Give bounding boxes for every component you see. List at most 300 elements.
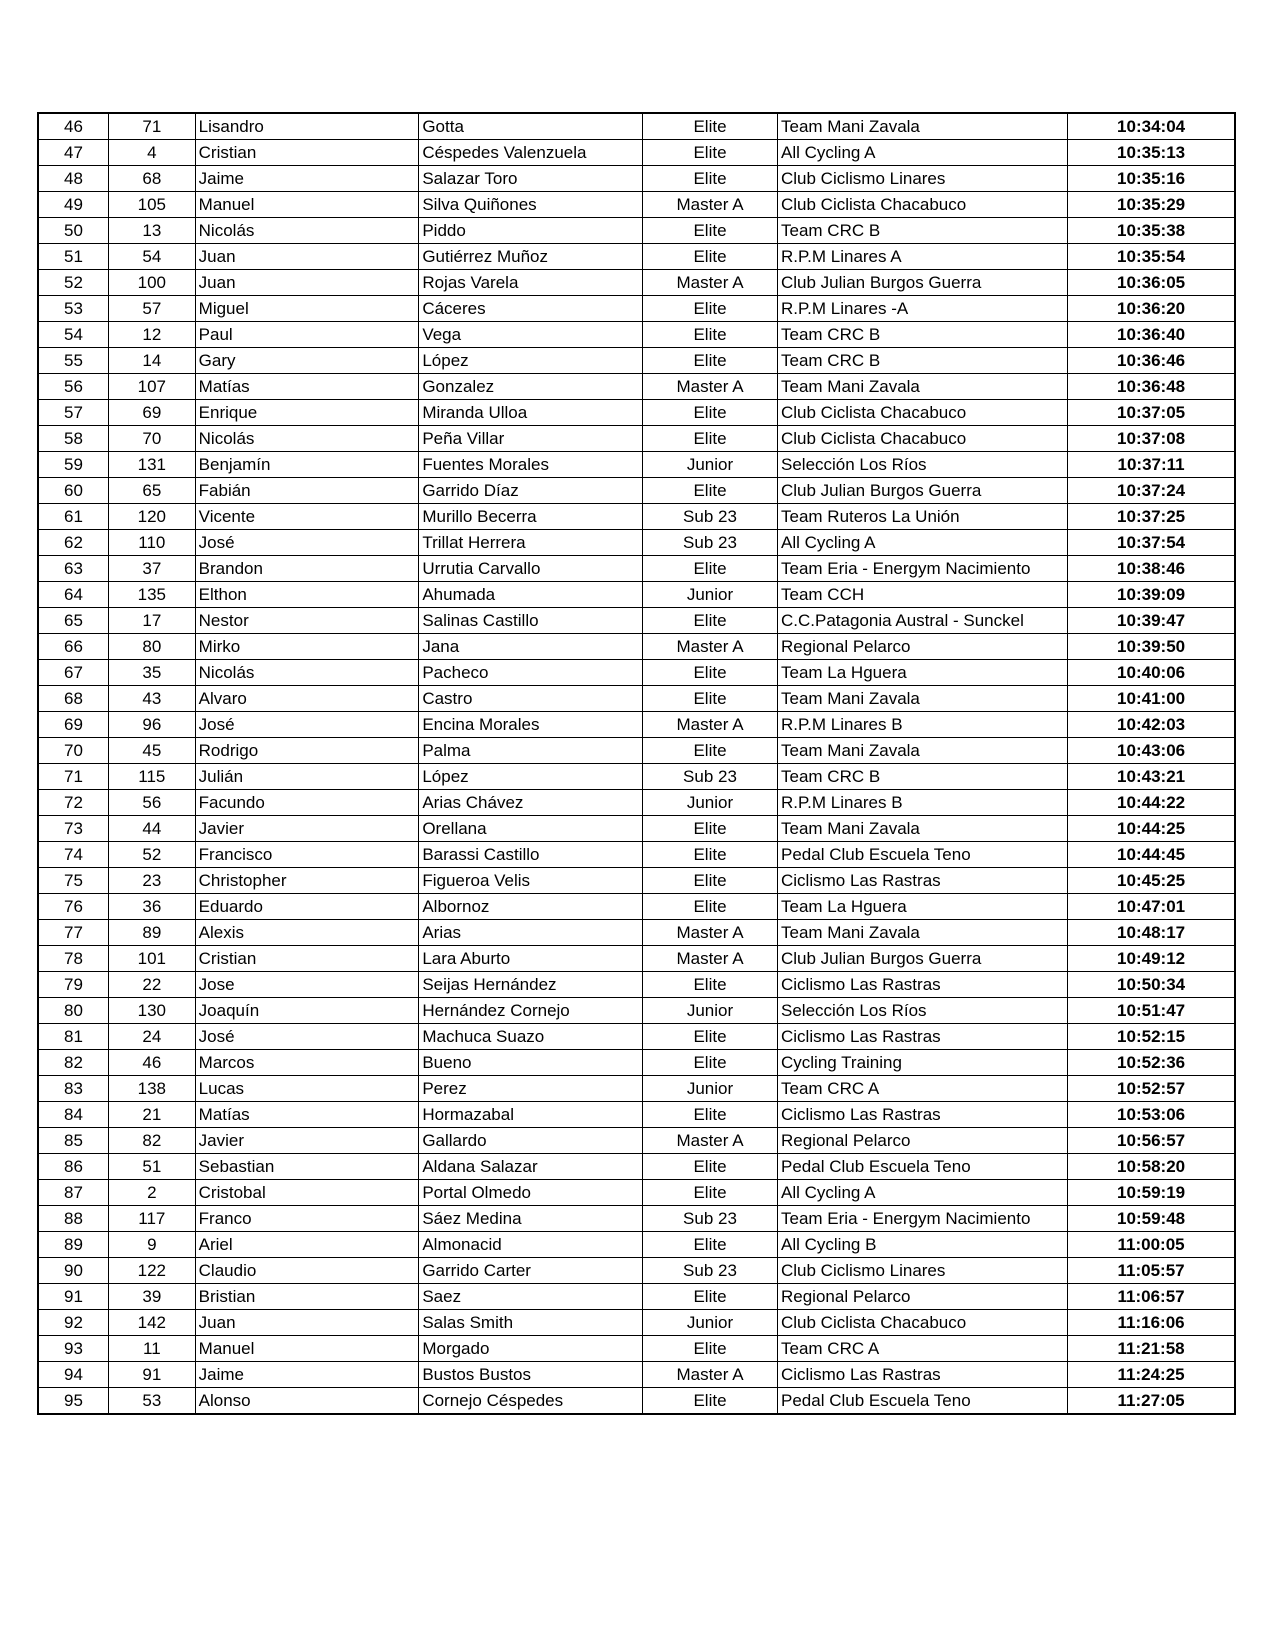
category-cell: Elite (643, 1232, 778, 1258)
last-name-cell: Encina Morales (419, 712, 643, 738)
first-name-cell: Lucas (195, 1076, 419, 1102)
first-name-cell: Ariel (195, 1232, 419, 1258)
last-name-cell: Miranda Ulloa (419, 400, 643, 426)
category-cell: Elite (643, 348, 778, 374)
table-row (38, 1362, 1235, 1388)
last-name-cell: Hormazabal (419, 1102, 643, 1128)
table-row (38, 1076, 1235, 1102)
team-cell: Club Julian Burgos Guerra (778, 270, 1068, 296)
category-cell: Elite (643, 1284, 778, 1310)
position-cell: 63 (38, 556, 109, 582)
category-cell: Elite (643, 894, 778, 920)
category-cell: Elite (643, 140, 778, 166)
category-cell: Elite (643, 556, 778, 582)
team-cell: Team La Hguera (778, 894, 1068, 920)
bib-number-cell: 100 (109, 270, 196, 296)
category-cell: Elite (643, 608, 778, 634)
category-cell: Sub 23 (643, 1206, 778, 1232)
table-row (38, 1336, 1235, 1362)
last-name-cell: Gutiérrez Muñoz (419, 244, 643, 270)
bib-number-cell: 65 (109, 478, 196, 504)
time-cell: 10:35:13 (1068, 140, 1235, 166)
team-cell: Ciclismo Las Rastras (778, 1024, 1068, 1050)
bib-number-cell: 52 (109, 842, 196, 868)
bib-number-cell: 122 (109, 1258, 196, 1284)
team-cell: Club Ciclismo Linares (778, 166, 1068, 192)
table-row (38, 244, 1235, 270)
bib-number-cell: 46 (109, 1050, 196, 1076)
table-row (38, 1310, 1235, 1336)
position-cell: 86 (38, 1154, 109, 1180)
time-cell: 11:16:06 (1068, 1310, 1235, 1336)
first-name-cell: José (195, 530, 419, 556)
time-cell: 10:36:05 (1068, 270, 1235, 296)
position-cell: 76 (38, 894, 109, 920)
bib-number-cell: 131 (109, 452, 196, 478)
first-name-cell: Joaquín (195, 998, 419, 1024)
first-name-cell: Rodrigo (195, 738, 419, 764)
category-cell: Elite (643, 400, 778, 426)
table-row (38, 712, 1235, 738)
time-cell: 10:36:48 (1068, 374, 1235, 400)
table-row (38, 113, 1235, 140)
category-cell: Elite (643, 244, 778, 270)
first-name-cell: Enrique (195, 400, 419, 426)
last-name-cell: Vega (419, 322, 643, 348)
bib-number-cell: 142 (109, 1310, 196, 1336)
table-row (38, 1258, 1235, 1284)
last-name-cell: Piddo (419, 218, 643, 244)
bib-number-cell: 17 (109, 608, 196, 634)
time-cell: 10:52:15 (1068, 1024, 1235, 1050)
position-cell: 52 (38, 270, 109, 296)
time-cell: 10:44:25 (1068, 816, 1235, 842)
team-cell: R.P.M Linares B (778, 790, 1068, 816)
category-cell: Elite (643, 842, 778, 868)
time-cell: 10:48:17 (1068, 920, 1235, 946)
category-cell: Master A (643, 712, 778, 738)
last-name-cell: Saez (419, 1284, 643, 1310)
category-cell: Elite (643, 1336, 778, 1362)
category-cell: Master A (643, 374, 778, 400)
category-cell: Elite (643, 1154, 778, 1180)
position-cell: 84 (38, 1102, 109, 1128)
time-cell: 10:35:38 (1068, 218, 1235, 244)
category-cell: Sub 23 (643, 530, 778, 556)
position-cell: 90 (38, 1258, 109, 1284)
time-cell: 10:38:46 (1068, 556, 1235, 582)
bib-number-cell: 9 (109, 1232, 196, 1258)
table-row (38, 738, 1235, 764)
position-cell: 49 (38, 192, 109, 218)
table-row (38, 894, 1235, 920)
category-cell: Elite (643, 296, 778, 322)
first-name-cell: Julián (195, 764, 419, 790)
first-name-cell: Nicolás (195, 426, 419, 452)
position-cell: 54 (38, 322, 109, 348)
category-cell: Elite (643, 738, 778, 764)
team-cell: Club Ciclismo Linares (778, 1258, 1068, 1284)
last-name-cell: Palma (419, 738, 643, 764)
position-cell: 79 (38, 972, 109, 998)
first-name-cell: Gary (195, 348, 419, 374)
table-row (38, 1388, 1235, 1415)
table-row (38, 166, 1235, 192)
first-name-cell: Cristobal (195, 1180, 419, 1206)
first-name-cell: Jaime (195, 1362, 419, 1388)
position-cell: 81 (38, 1024, 109, 1050)
category-cell: Elite (643, 113, 778, 140)
position-cell: 51 (38, 244, 109, 270)
team-cell: C.C.Patagonia Austral - Sunckel (778, 608, 1068, 634)
category-cell: Junior (643, 790, 778, 816)
team-cell: Team Mani Zavala (778, 113, 1068, 140)
table-row (38, 1180, 1235, 1206)
bib-number-cell: 135 (109, 582, 196, 608)
first-name-cell: Juan (195, 1310, 419, 1336)
category-cell: Elite (643, 686, 778, 712)
first-name-cell: José (195, 1024, 419, 1050)
position-cell: 67 (38, 660, 109, 686)
team-cell: Team CRC A (778, 1336, 1068, 1362)
category-cell: Master A (643, 1128, 778, 1154)
time-cell: 11:24:25 (1068, 1362, 1235, 1388)
category-cell: Junior (643, 1310, 778, 1336)
results-body (38, 113, 1235, 1414)
time-cell: 10:43:06 (1068, 738, 1235, 764)
bib-number-cell: 45 (109, 738, 196, 764)
bib-number-cell: 105 (109, 192, 196, 218)
bib-number-cell: 56 (109, 790, 196, 816)
time-cell: 10:41:00 (1068, 686, 1235, 712)
last-name-cell: Arias Chávez (419, 790, 643, 816)
bib-number-cell: 22 (109, 972, 196, 998)
first-name-cell: Elthon (195, 582, 419, 608)
bib-number-cell: 35 (109, 660, 196, 686)
last-name-cell: Gonzalez (419, 374, 643, 400)
first-name-cell: Bristian (195, 1284, 419, 1310)
last-name-cell: Cáceres (419, 296, 643, 322)
team-cell: Team CRC A (778, 1076, 1068, 1102)
position-cell: 73 (38, 816, 109, 842)
first-name-cell: Fabián (195, 478, 419, 504)
position-cell: 50 (38, 218, 109, 244)
first-name-cell: Lisandro (195, 113, 419, 140)
position-cell: 62 (38, 530, 109, 556)
time-cell: 11:21:58 (1068, 1336, 1235, 1362)
last-name-cell: Lara Aburto (419, 946, 643, 972)
time-cell: 10:35:29 (1068, 192, 1235, 218)
team-cell: Pedal Club Escuela Teno (778, 842, 1068, 868)
team-cell: Team Mani Zavala (778, 920, 1068, 946)
position-cell: 77 (38, 920, 109, 946)
bib-number-cell: 37 (109, 556, 196, 582)
table-row (38, 452, 1235, 478)
category-cell: Master A (643, 1362, 778, 1388)
team-cell: Ciclismo Las Rastras (778, 972, 1068, 998)
first-name-cell: Matías (195, 1102, 419, 1128)
position-cell: 93 (38, 1336, 109, 1362)
team-cell: Club Ciclista Chacabuco (778, 426, 1068, 452)
category-cell: Sub 23 (643, 764, 778, 790)
first-name-cell: José (195, 712, 419, 738)
last-name-cell: López (419, 764, 643, 790)
last-name-cell: Trillat Herrera (419, 530, 643, 556)
table-row (38, 504, 1235, 530)
time-cell: 10:35:16 (1068, 166, 1235, 192)
first-name-cell: Jaime (195, 166, 419, 192)
last-name-cell: Albornoz (419, 894, 643, 920)
category-cell: Junior (643, 1076, 778, 1102)
table-row (38, 868, 1235, 894)
last-name-cell: Peña Villar (419, 426, 643, 452)
time-cell: 10:37:54 (1068, 530, 1235, 556)
bib-number-cell: 120 (109, 504, 196, 530)
position-cell: 57 (38, 400, 109, 426)
first-name-cell: Eduardo (195, 894, 419, 920)
team-cell: Team Mani Zavala (778, 374, 1068, 400)
bib-number-cell: 44 (109, 816, 196, 842)
last-name-cell: Pacheco (419, 660, 643, 686)
time-cell: 11:06:57 (1068, 1284, 1235, 1310)
time-cell: 10:37:24 (1068, 478, 1235, 504)
category-cell: Junior (643, 582, 778, 608)
last-name-cell: Aldana Salazar (419, 1154, 643, 1180)
first-name-cell: Juan (195, 270, 419, 296)
time-cell: 10:42:03 (1068, 712, 1235, 738)
table-row (38, 582, 1235, 608)
team-cell: All Cycling B (778, 1232, 1068, 1258)
team-cell: Ciclismo Las Rastras (778, 868, 1068, 894)
table-row (38, 296, 1235, 322)
table-row (38, 218, 1235, 244)
time-cell: 10:36:20 (1068, 296, 1235, 322)
time-cell: 10:59:48 (1068, 1206, 1235, 1232)
table-row (38, 270, 1235, 296)
category-cell: Elite (643, 816, 778, 842)
table-row (38, 400, 1235, 426)
bib-number-cell: 69 (109, 400, 196, 426)
position-cell: 59 (38, 452, 109, 478)
table-row (38, 1284, 1235, 1310)
last-name-cell: Salinas Castillo (419, 608, 643, 634)
table-row (38, 1102, 1235, 1128)
position-cell: 56 (38, 374, 109, 400)
category-cell: Elite (643, 426, 778, 452)
table-row (38, 478, 1235, 504)
last-name-cell: Rojas Varela (419, 270, 643, 296)
bib-number-cell: 11 (109, 1336, 196, 1362)
category-cell: Elite (643, 1050, 778, 1076)
category-cell: Elite (643, 1102, 778, 1128)
table-row (38, 790, 1235, 816)
last-name-cell: Salas Smith (419, 1310, 643, 1336)
first-name-cell: Alonso (195, 1388, 419, 1415)
time-cell: 10:37:11 (1068, 452, 1235, 478)
team-cell: Ciclismo Las Rastras (778, 1362, 1068, 1388)
first-name-cell: Nicolás (195, 660, 419, 686)
last-name-cell: Orellana (419, 816, 643, 842)
bib-number-cell: 117 (109, 1206, 196, 1232)
last-name-cell: Perez (419, 1076, 643, 1102)
bib-number-cell: 54 (109, 244, 196, 270)
position-cell: 61 (38, 504, 109, 530)
time-cell: 10:50:34 (1068, 972, 1235, 998)
last-name-cell: Seijas Hernández (419, 972, 643, 998)
position-cell: 78 (38, 946, 109, 972)
position-cell: 69 (38, 712, 109, 738)
time-cell: 10:39:47 (1068, 608, 1235, 634)
position-cell: 82 (38, 1050, 109, 1076)
category-cell: Elite (643, 218, 778, 244)
position-cell: 47 (38, 140, 109, 166)
bib-number-cell: 4 (109, 140, 196, 166)
table-row (38, 1050, 1235, 1076)
time-cell: 10:44:22 (1068, 790, 1235, 816)
position-cell: 80 (38, 998, 109, 1024)
team-cell: All Cycling A (778, 1180, 1068, 1206)
position-cell: 64 (38, 582, 109, 608)
time-cell: 10:35:54 (1068, 244, 1235, 270)
bib-number-cell: 21 (109, 1102, 196, 1128)
bib-number-cell: 82 (109, 1128, 196, 1154)
position-cell: 89 (38, 1232, 109, 1258)
bib-number-cell: 110 (109, 530, 196, 556)
first-name-cell: Marcos (195, 1050, 419, 1076)
first-name-cell: Paul (195, 322, 419, 348)
team-cell: Selección Los Ríos (778, 452, 1068, 478)
bib-number-cell: 53 (109, 1388, 196, 1415)
first-name-cell: Manuel (195, 1336, 419, 1362)
team-cell: Team CCH (778, 582, 1068, 608)
last-name-cell: Urrutia Carvallo (419, 556, 643, 582)
table-row (38, 816, 1235, 842)
first-name-cell: Cristian (195, 946, 419, 972)
bib-number-cell: 36 (109, 894, 196, 920)
bib-number-cell: 107 (109, 374, 196, 400)
first-name-cell: Javier (195, 816, 419, 842)
bib-number-cell: 101 (109, 946, 196, 972)
last-name-cell: López (419, 348, 643, 374)
time-cell: 10:49:12 (1068, 946, 1235, 972)
last-name-cell: Morgado (419, 1336, 643, 1362)
first-name-cell: Facundo (195, 790, 419, 816)
table-row (38, 1154, 1235, 1180)
first-name-cell: Jose (195, 972, 419, 998)
category-cell: Elite (643, 1024, 778, 1050)
table-row (38, 426, 1235, 452)
table-row (38, 660, 1235, 686)
team-cell: Pedal Club Escuela Teno (778, 1388, 1068, 1415)
first-name-cell: Franco (195, 1206, 419, 1232)
time-cell: 10:34:04 (1068, 113, 1235, 140)
last-name-cell: Salazar Toro (419, 166, 643, 192)
position-cell: 83 (38, 1076, 109, 1102)
time-cell: 10:58:20 (1068, 1154, 1235, 1180)
team-cell: Club Ciclista Chacabuco (778, 400, 1068, 426)
position-cell: 70 (38, 738, 109, 764)
table-row (38, 764, 1235, 790)
bib-number-cell: 68 (109, 166, 196, 192)
last-name-cell: Gotta (419, 113, 643, 140)
table-row (38, 322, 1235, 348)
time-cell: 10:37:25 (1068, 504, 1235, 530)
last-name-cell: Sáez Medina (419, 1206, 643, 1232)
first-name-cell: Nestor (195, 608, 419, 634)
table-row (38, 140, 1235, 166)
bib-number-cell: 39 (109, 1284, 196, 1310)
first-name-cell: Alexis (195, 920, 419, 946)
first-name-cell: Brandon (195, 556, 419, 582)
category-cell: Master A (643, 270, 778, 296)
table-row (38, 1232, 1235, 1258)
team-cell: Team CRC B (778, 218, 1068, 244)
team-cell: Regional Pelarco (778, 1284, 1068, 1310)
last-name-cell: Murillo Becerra (419, 504, 643, 530)
category-cell: Elite (643, 1388, 778, 1415)
bib-number-cell: 14 (109, 348, 196, 374)
first-name-cell: Nicolás (195, 218, 419, 244)
bib-number-cell: 51 (109, 1154, 196, 1180)
bib-number-cell: 2 (109, 1180, 196, 1206)
last-name-cell: Figueroa Velis (419, 868, 643, 894)
category-cell: Elite (643, 868, 778, 894)
first-name-cell: Javier (195, 1128, 419, 1154)
team-cell: Team CRC B (778, 764, 1068, 790)
time-cell: 10:43:21 (1068, 764, 1235, 790)
position-cell: 74 (38, 842, 109, 868)
last-name-cell: Cornejo Céspedes (419, 1388, 643, 1415)
position-cell: 95 (38, 1388, 109, 1415)
time-cell: 10:39:50 (1068, 634, 1235, 660)
table-row (38, 192, 1235, 218)
table-row (38, 686, 1235, 712)
last-name-cell: Silva Quiñones (419, 192, 643, 218)
table-row (38, 348, 1235, 374)
team-cell: All Cycling A (778, 140, 1068, 166)
first-name-cell: Vicente (195, 504, 419, 530)
time-cell: 11:05:57 (1068, 1258, 1235, 1284)
bib-number-cell: 130 (109, 998, 196, 1024)
table-row (38, 556, 1235, 582)
last-name-cell: Almonacid (419, 1232, 643, 1258)
position-cell: 87 (38, 1180, 109, 1206)
position-cell: 53 (38, 296, 109, 322)
results-table (37, 112, 1236, 1415)
position-cell: 72 (38, 790, 109, 816)
time-cell: 10:44:45 (1068, 842, 1235, 868)
time-cell: 10:37:05 (1068, 400, 1235, 426)
team-cell: Team Ruteros La Unión (778, 504, 1068, 530)
team-cell: Team Eria - Energym Nacimiento (778, 1206, 1068, 1232)
time-cell: 11:27:05 (1068, 1388, 1235, 1415)
bib-number-cell: 80 (109, 634, 196, 660)
position-cell: 91 (38, 1284, 109, 1310)
category-cell: Elite (643, 322, 778, 348)
table-row (38, 998, 1235, 1024)
team-cell: Club Ciclista Chacabuco (778, 192, 1068, 218)
category-cell: Master A (643, 920, 778, 946)
bib-number-cell: 71 (109, 113, 196, 140)
last-name-cell: Garrido Carter (419, 1258, 643, 1284)
bib-number-cell: 12 (109, 322, 196, 348)
bib-number-cell: 23 (109, 868, 196, 894)
time-cell: 10:39:09 (1068, 582, 1235, 608)
first-name-cell: Cristian (195, 140, 419, 166)
bib-number-cell: 115 (109, 764, 196, 790)
category-cell: Sub 23 (643, 1258, 778, 1284)
team-cell: Club Julian Burgos Guerra (778, 946, 1068, 972)
